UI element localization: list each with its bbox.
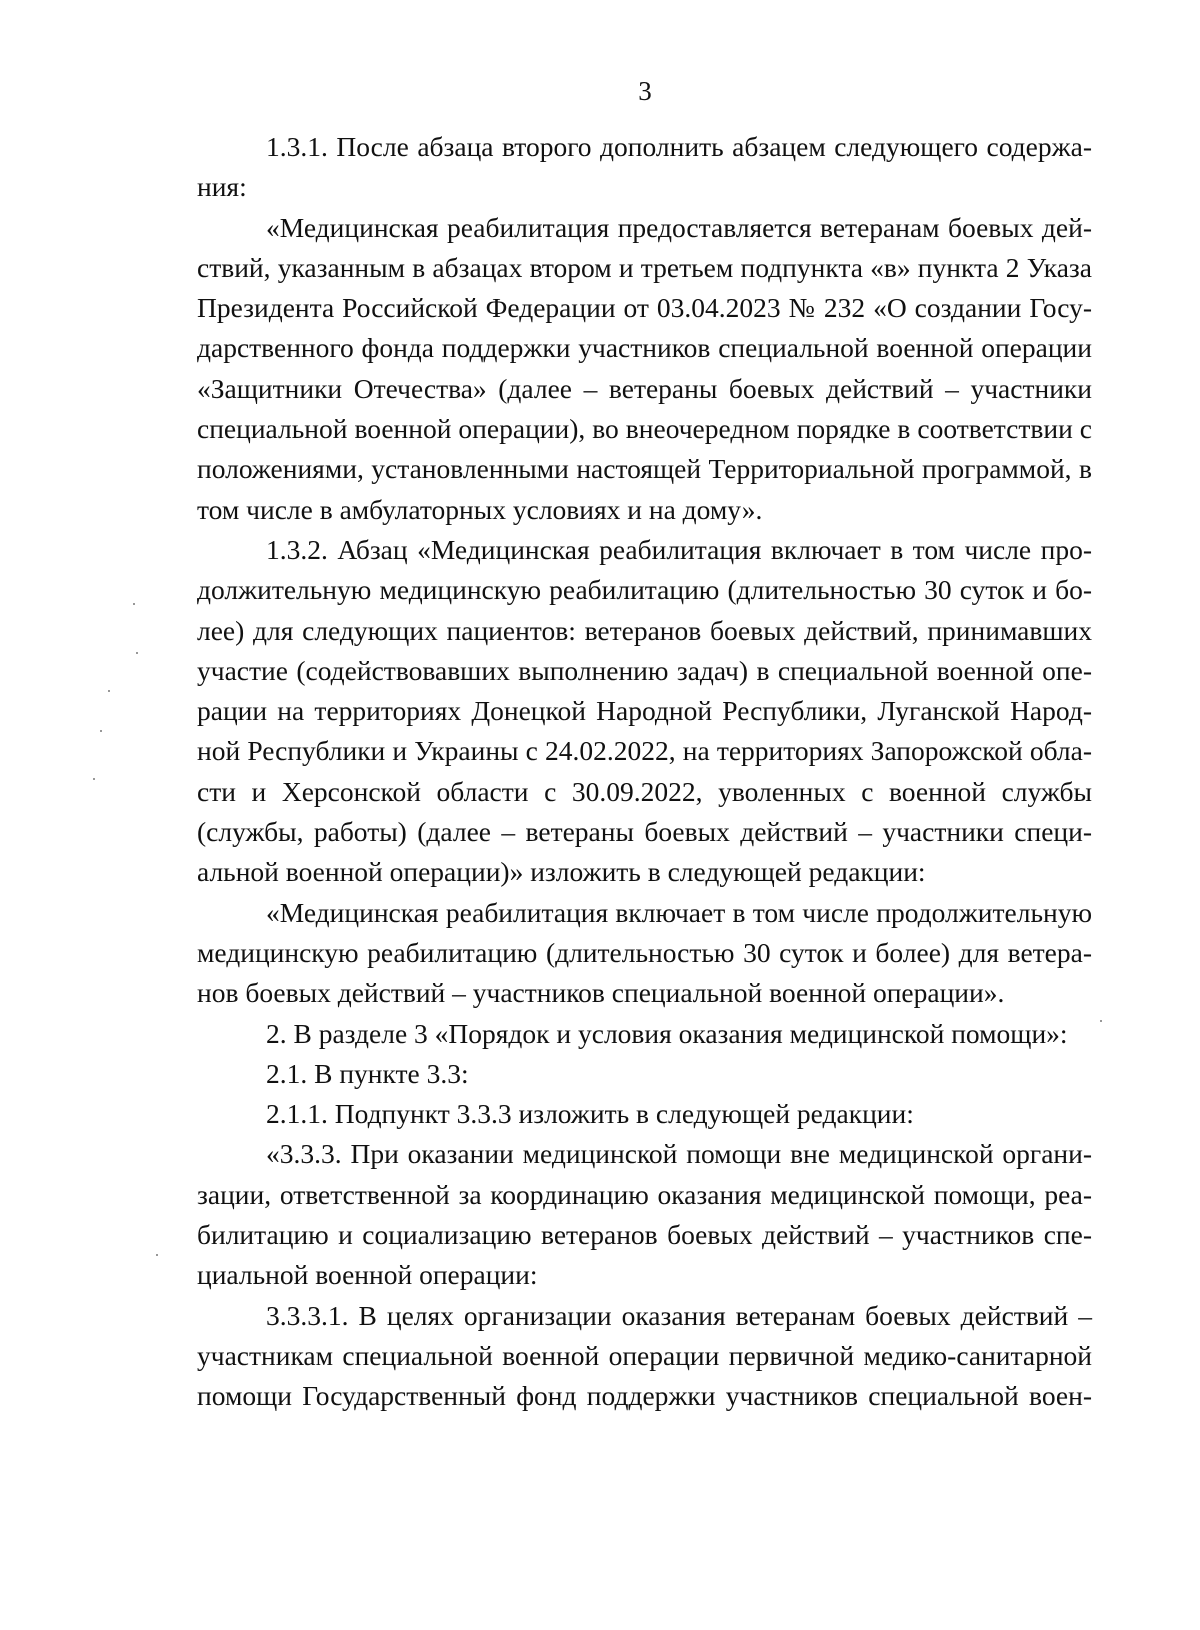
text-line: 2.1. В пункте 3.3: — [266, 1057, 469, 1089]
text-line: циальной военной операции: — [197, 1259, 538, 1291]
text-line: ния: — [197, 171, 247, 203]
text-line: «Защитники Отечества» (далее – ветераны боевых действий – участники — [197, 372, 1092, 404]
paragraph-p-2-1 — [197, 1054, 1092, 1094]
text-line: 2. В разделе 3 «Порядок и условия оказания медицинской помощи»: — [266, 1017, 1068, 1049]
paragraph-p-2-1-1 — [197, 1094, 1092, 1134]
text-line: медицинскую реабилитацию (длительностью 30 суток и более) для ветера- — [197, 936, 1092, 968]
text-line: помощи Государственный фонд поддержки участников специальной воен- — [197, 1380, 1092, 1412]
text-line: «3.3.3. При оказании медицинской помощи вне медицинской органи- — [266, 1138, 1092, 1170]
text-line: рации на территориях Донецкой Народной Республики, Луганской Народ- — [197, 695, 1092, 727]
text-line: Президента Российской Федерации от 03.04.2023 № 232 «О создании Госу- — [197, 292, 1092, 324]
text-line: должительную медицинскую реабилитацию (длительностью 30 суток и бо- — [197, 574, 1092, 606]
text-line: специальной военной операции), во внеочередном порядке в соответствии с — [197, 413, 1092, 445]
text-line: 3.3.3.1. В целях организации оказания ветеранам боевых действий – — [266, 1299, 1092, 1331]
text-line: участие (содействовавших выполнению задач) в специальной военной опе- — [197, 654, 1092, 686]
text-line: том числе в амбулаторных условиях и на дому». — [197, 493, 763, 525]
paragraph-p-1-3-1 — [197, 127, 1092, 208]
text-line: (службы, работы) (далее – ветераны боевых действий – участники специ- — [197, 816, 1092, 848]
text-line: лее) для следующих пациентов: ветеранов боевых действий, принимавших — [197, 614, 1092, 646]
text-line: ной Республики и Украины с 24.02.2022, на территориях Запорожской обла- — [197, 735, 1092, 767]
text-line: ствий, указанным в абзацах втором и третьем подпункта «в» пункта 2 Указа — [197, 251, 1092, 283]
document-body — [197, 127, 1092, 1417]
text-line: сти и Херсонской области с 30.09.2022, уволенных с военной службы — [197, 775, 1092, 807]
paragraph-p-quote-1 — [197, 208, 1092, 530]
text-line: «Медицинская реабилитация включает в том числе продолжительную — [266, 896, 1092, 928]
text-line: участникам специальной военной операции первичной медико-санитарной — [197, 1339, 1092, 1371]
text-line: билитацию и социализацию ветеранов боевых действий – участников спе- — [197, 1219, 1092, 1251]
text-line: нов боевых действий – участников специальной военной операции». — [197, 977, 1005, 1009]
text-line: 2.1.1. Подпункт 3.3.3 изложить в следующей редакции: — [266, 1098, 914, 1130]
text-line: «Медицинская реабилитация предоставляется ветеранам боевых дей- — [266, 211, 1092, 243]
text-line: положениями, установленными настоящей Территориальной программой, в — [197, 453, 1092, 485]
text-line: зации, ответственной за координацию оказания медицинской помощи, реа- — [197, 1178, 1092, 1210]
text-line: 1.3.1. После абзаца второго дополнить абзацем следующего содержа- — [266, 131, 1092, 162]
text-line: дарственного фонда поддержки участников специальной военной операции — [197, 332, 1092, 364]
paragraph-p-1-3-2 — [197, 530, 1092, 893]
paragraph-p-2 — [197, 1014, 1092, 1054]
paragraph-p-quote-2 — [197, 893, 1092, 1014]
paragraph-p-3-3-3-1 — [197, 1296, 1092, 1417]
text-line: 1.3.2. Абзац «Медицинская реабилитация включает в том числе про- — [266, 533, 1092, 565]
paragraph-p-3-3-3 — [197, 1134, 1092, 1295]
text-line: альной военной операции)» изложить в следующей редакции: — [197, 856, 926, 888]
page-number: 3 — [638, 76, 652, 106]
